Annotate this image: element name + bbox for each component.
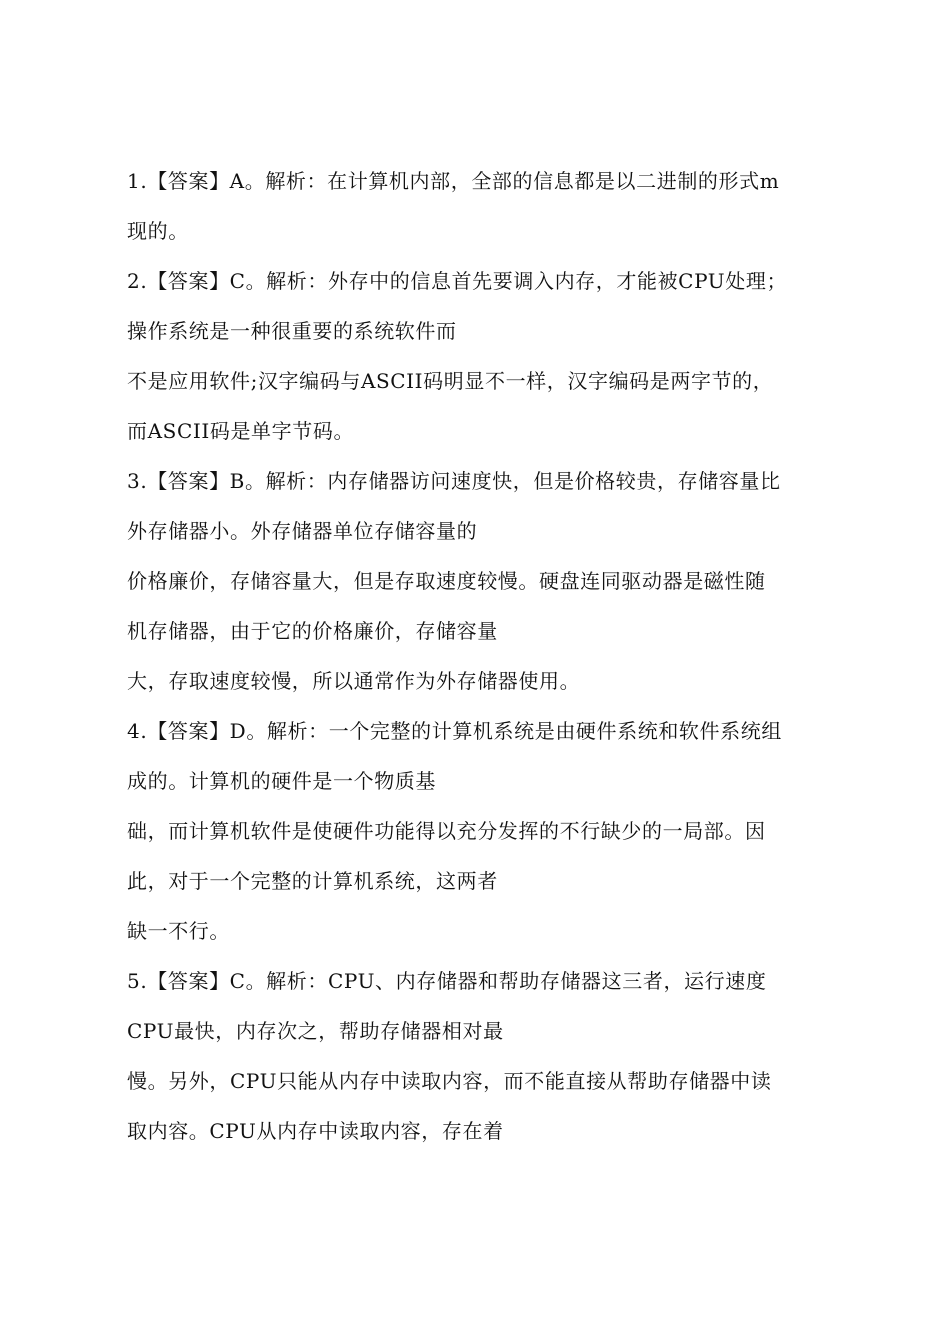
text-line: 不是应用软件;汉字编码与ASCII码明显不一样，汉字编码是两字节的， — [127, 369, 774, 393]
text-line: 操作系统是一种很重要的系统软件而 — [127, 319, 457, 343]
text-line: 础，而计算机软件是使硬件功能得以充分发挥的不行缺少的一局部。因 — [127, 819, 766, 843]
text-line: 1.【答案】A。解析：在计算机内部，全部的信息都是以二进制的形式m — [127, 169, 780, 193]
text-line: 慢。另外，CPU只能从内存中读取内容，而不能直接从帮助存储器中读 — [127, 1069, 772, 1093]
text-line: 5.【答案】C。解析：CPU、内存储器和帮助存储器这三者，运行速度 — [127, 969, 767, 993]
text-line: 3.【答案】B。解析：内存储器访问速度快，但是价格较贵，存储容量比 — [127, 469, 781, 493]
text-line: CPU最快，内存次之，帮助存储器相对最 — [127, 1019, 504, 1043]
answer-text-block — [127, 162, 837, 1162]
text-line: 大，存取速度较慢，所以通常作为外存储器使用。 — [127, 669, 581, 693]
text-line: 机存储器，由于它的价格廉价，存储容量 — [127, 619, 498, 643]
text-line: 取内容。CPU从内存中读取内容，存在着 — [127, 1119, 504, 1143]
text-line: 价格廉价，存储容量大，但是存取速度较慢。硬盘连同驱动器是磁性随 — [127, 569, 766, 593]
text-line: 外存储器小。外存储器单位存储容量的 — [127, 519, 478, 543]
text-line: 成的。计算机的硬件是一个物质基 — [127, 769, 436, 793]
text-line: 现的。 — [127, 219, 189, 243]
text-line: 2.【答案】C。解析：外存中的信息首先要调入内存，才能被CPU处理； — [127, 269, 788, 293]
text-line: 而ASCII码是单字节码。 — [127, 419, 355, 443]
text-line: 4.【答案】D。解析：一个完整的计算机系统是由硬件系统和软件系统组 — [127, 719, 782, 743]
text-line: 此，对于一个完整的计算机系统，这两者 — [127, 869, 498, 893]
text-line: 缺一不行。 — [127, 919, 230, 943]
